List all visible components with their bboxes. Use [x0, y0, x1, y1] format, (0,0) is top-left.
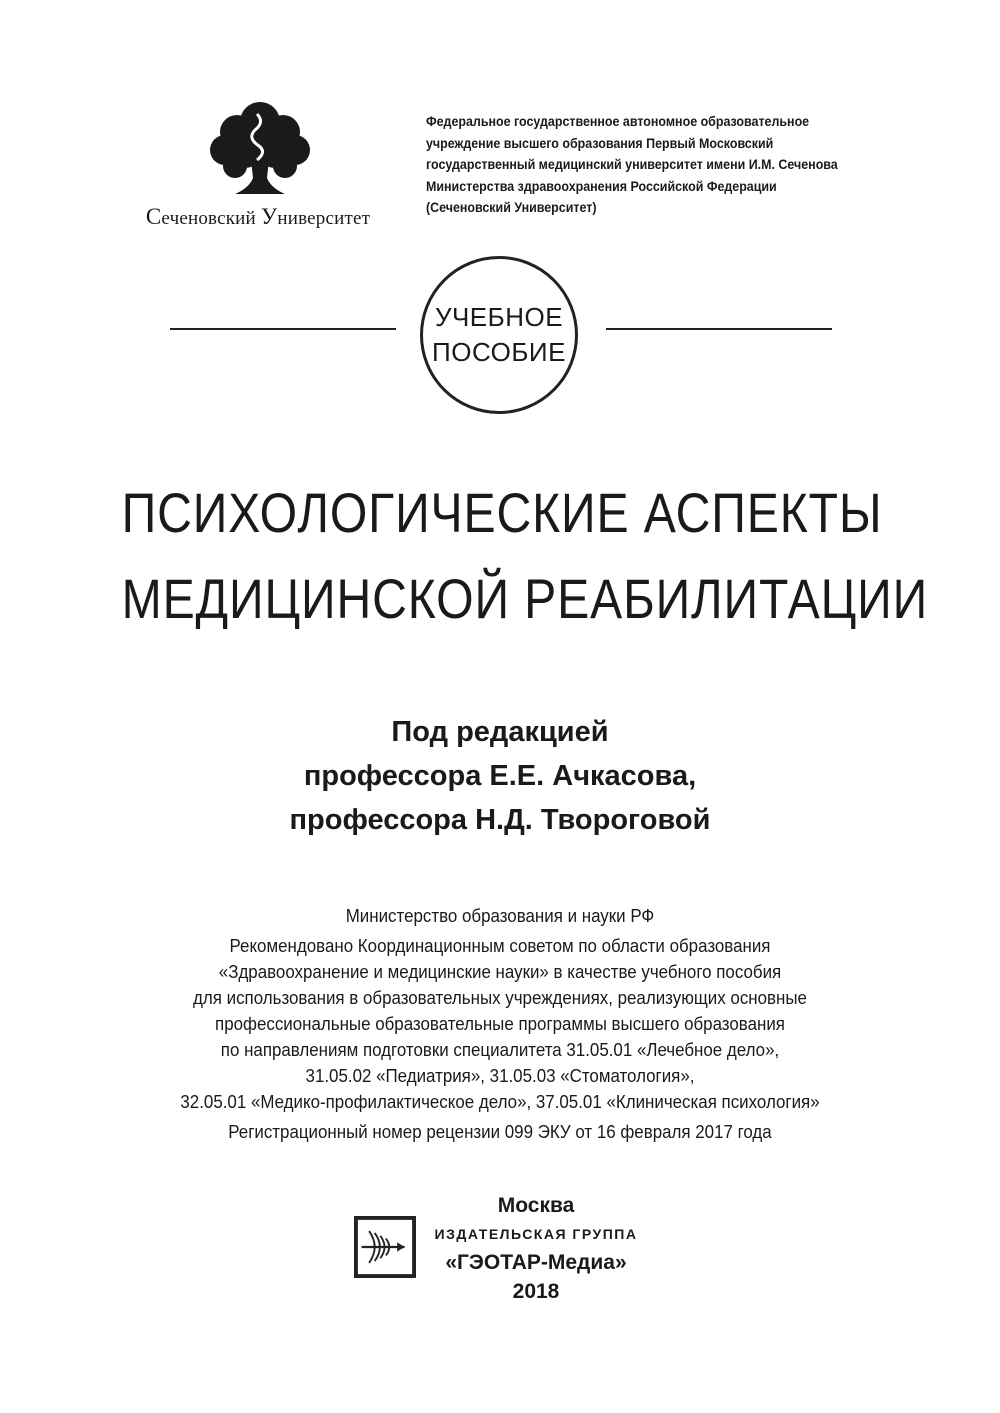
logo-name-initial-1: С — [145, 204, 162, 229]
university-logo-name — [116, 204, 400, 230]
editors-line-3: профессора Н.Д. Твороговой — [289, 804, 711, 836]
approval-line: Рекомендовано Координационным советом по области образования — [229, 936, 771, 956]
divider-right — [606, 328, 832, 330]
publication-year: 2018 — [512, 1280, 560, 1303]
book-title — [121, 470, 929, 642]
title-line-1: ПСИХОЛОГИЧЕСКИЕ АСПЕКТЫ — [121, 481, 883, 544]
approval-line: профессиональные образовательные программы высшего образования — [215, 1014, 785, 1034]
geotar-arrow-icon — [354, 1216, 416, 1278]
approval-line: по направлениям подготовки специалитета 31.05.01 «Лечебное дело», — [220, 1040, 780, 1060]
publisher-block — [422, 1192, 650, 1306]
institution-line: учреждение высшего образования Первый Московский — [426, 135, 774, 151]
approval-line: 31.05.02 «Педиатрия», 31.05.03 «Стоматология», — [305, 1066, 695, 1086]
logo-name-initial-2: У — [260, 204, 278, 229]
title-line-2: МЕДИЦИНСКОЙ РЕАБИЛИТАЦИИ — [121, 567, 929, 630]
approval-line: «Здравоохранение и медицинские науки» в качестве учебного пособия — [218, 962, 782, 982]
ministry-line: Министерство образования и науки РФ — [345, 906, 655, 926]
approval-line: для использования в образовательных учреждениях, реализующих основные — [193, 988, 807, 1008]
publisher-name: «ГЭОТАР-Медиа» — [445, 1251, 627, 1274]
institution-line: Федеральное государственное автономное образовательное — [426, 114, 810, 129]
textbook-badge — [420, 256, 578, 414]
institution-line: (Сеченовский Университет) — [426, 200, 597, 215]
institution-line: государственный медицинский университет имени И.М. Сеченова — [426, 157, 838, 172]
publisher-group: ИЗДАТЕЛЬСКАЯ ГРУППА — [434, 1226, 638, 1242]
logo-name-part-1: еченовский — [161, 208, 261, 229]
publisher-city: Москва — [497, 1194, 575, 1217]
oak-tree-icon — [205, 100, 315, 200]
divider-left — [170, 328, 396, 330]
badge-line-2: ПОСОБИЕ — [432, 337, 566, 367]
badge-line-1: УЧЕБНОЕ — [434, 302, 564, 332]
editors-block — [100, 710, 900, 842]
editors-line-2: профессора Е.Е. Ачкасова, — [303, 760, 697, 792]
registration-line: Регистрационный номер рецензии 099 ЭКУ от 16 февраля 2017 года — [228, 1122, 772, 1142]
institution-line: Министерства здравоохранения Российской Федерации — [426, 178, 777, 194]
logo-name-part-2: ниверситет — [277, 208, 371, 229]
editors-line-1: Под редакцией — [391, 716, 609, 748]
approval-line: 32.05.01 «Медико-профилактическое дело», 37.05.01 «Клиническая психология» — [180, 1092, 820, 1112]
approval-block — [68, 903, 933, 1145]
institution-block — [426, 111, 863, 219]
